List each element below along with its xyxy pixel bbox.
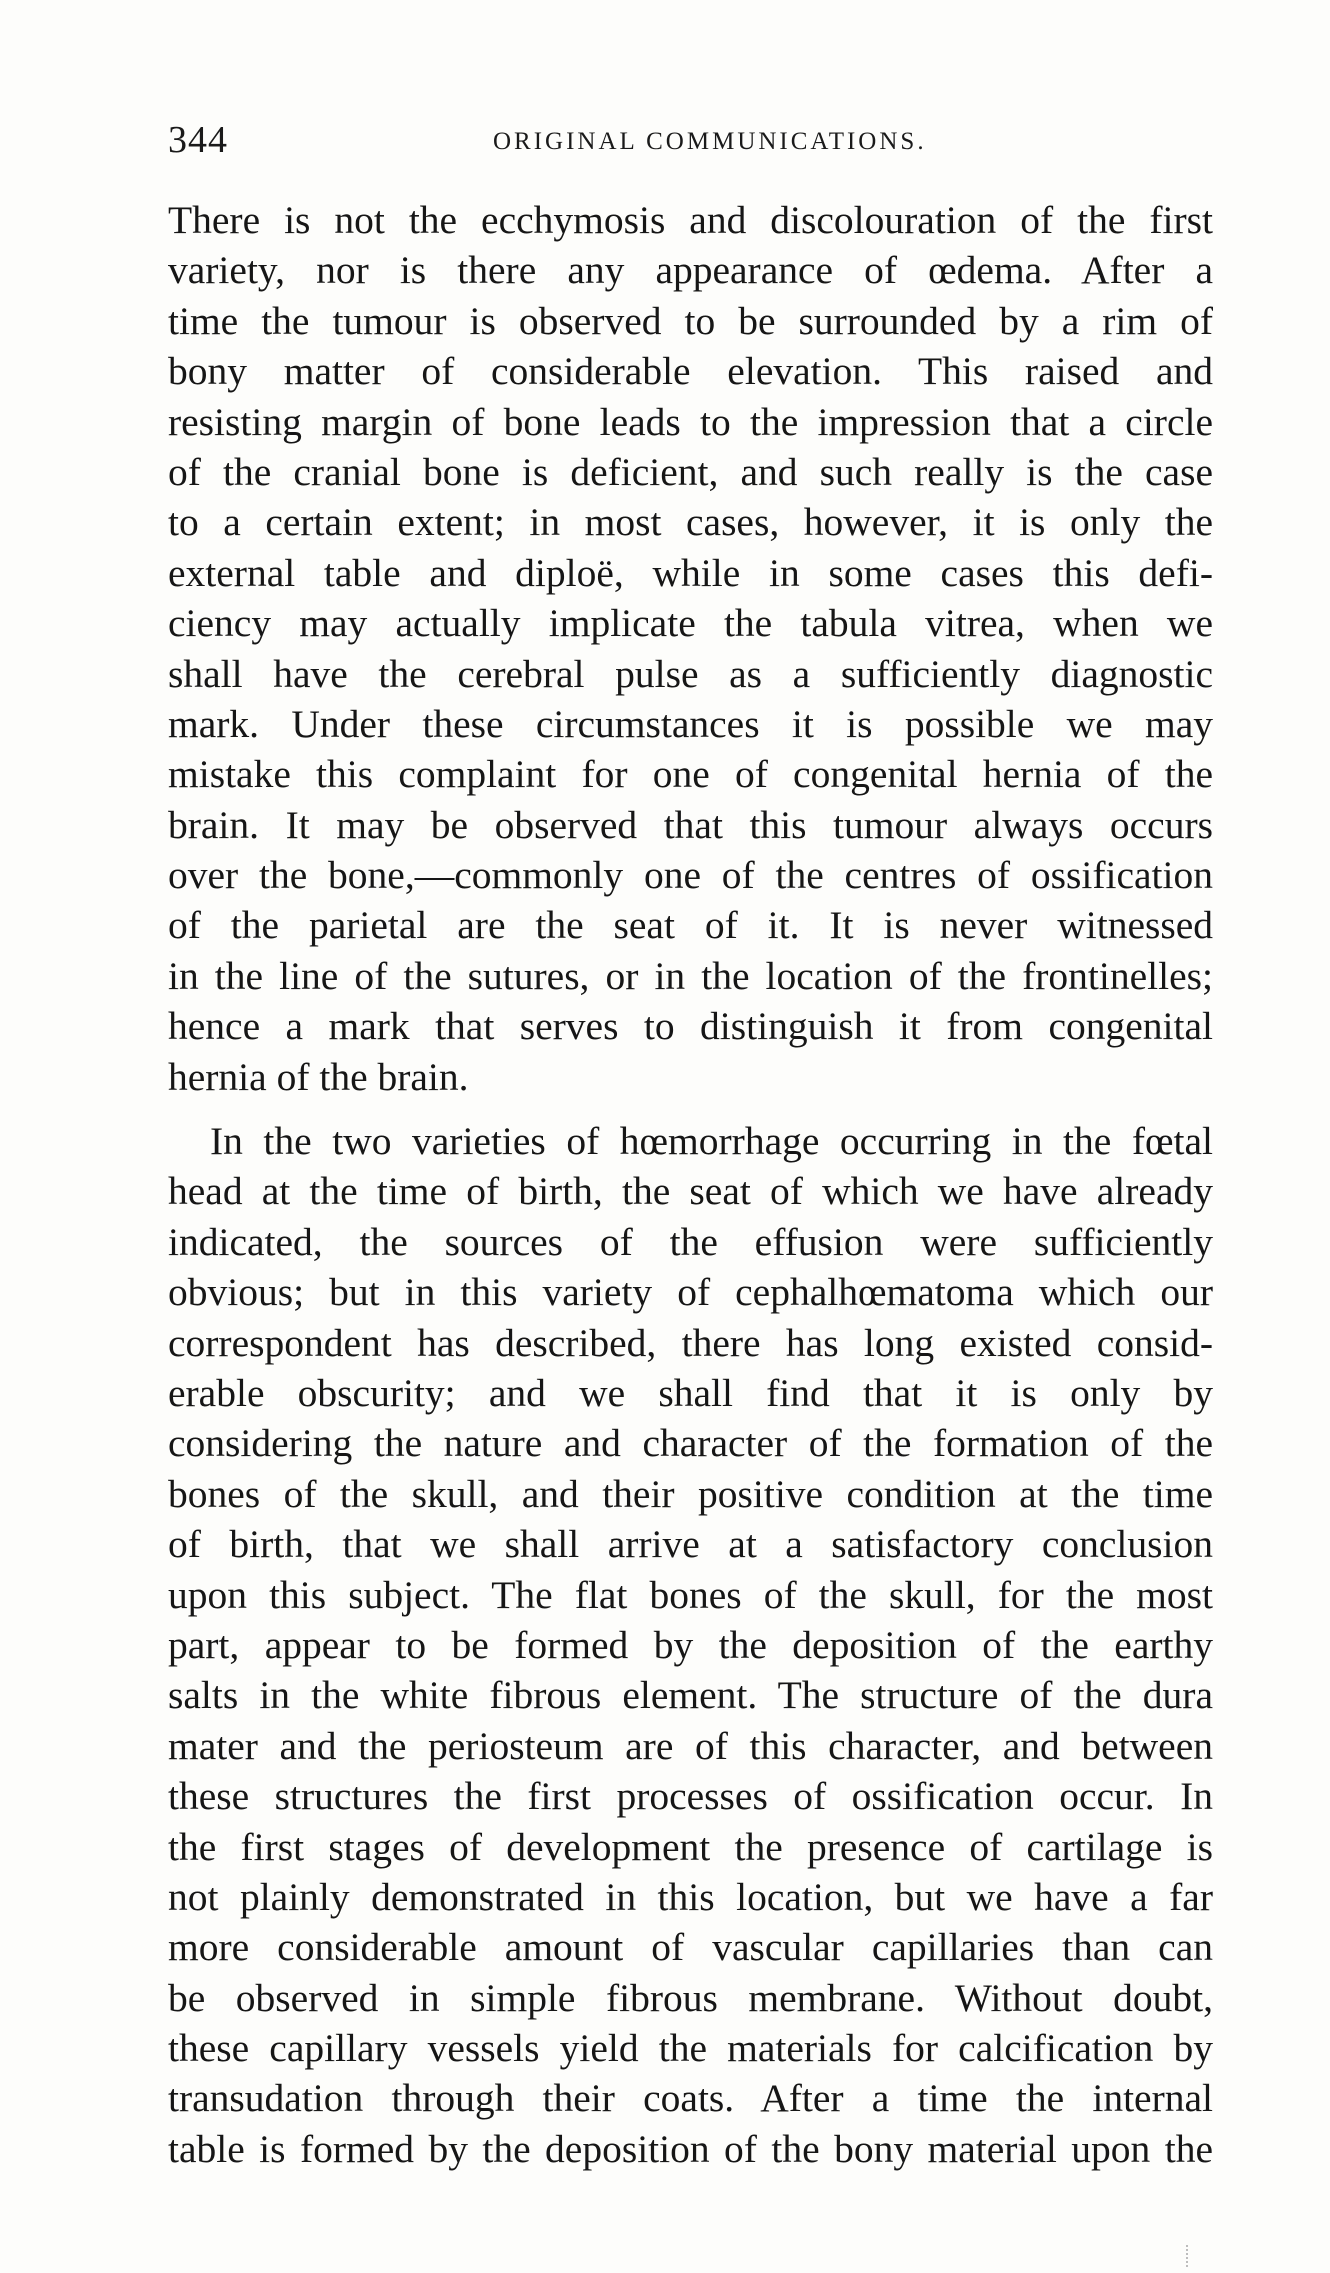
text-line: brain. It may be observed that this tumour always occurs — [168, 802, 1213, 847]
text-line: salts in the white fibrous element. The structure of the dura — [168, 1673, 1213, 1718]
text-line: over the bone,—commonly one of the centres of ossification — [168, 853, 1213, 898]
text-line: hence a mark that serves to distinguish it from congenital — [168, 1004, 1213, 1049]
text-line: not plainly demonstrated in this location, but we have a far — [168, 1874, 1213, 1919]
text-line: indicated, the sources of the effusion were sufficiently — [168, 1219, 1213, 1264]
text-line: in the line of the sutures, or in the location of the frontinelles; — [168, 953, 1213, 998]
page-number: 344 — [168, 119, 228, 161]
text-line: to a certain extent; in most cases, however, it is only the — [168, 500, 1213, 545]
text-line: of birth, that we shall arrive at a satisfactory conclusion — [168, 1522, 1213, 1567]
text-line: obvious; but in this variety of cephalhœmatoma which our — [168, 1270, 1213, 1315]
text-line: these capillary vessels yield the materials for calcification by — [168, 2026, 1213, 2071]
text-line: table is formed by the deposition of the bony material upon the — [168, 2126, 1213, 2171]
body-text — [168, 195, 1213, 2188]
text-line: more considerable amount of vascular capillaries than can — [168, 1925, 1213, 1970]
text-line: correspondent has described, there has long existed consid- — [168, 1320, 1213, 1365]
text-line: part, appear to be formed by the deposition of the earthy — [168, 1622, 1213, 1667]
text-line: external table and diploë, while in some cases this defi- — [168, 550, 1213, 595]
text-line: be observed in simple fibrous membrane. Without doubt, — [168, 1975, 1213, 2020]
text-line: ciency may actually implicate the tabula vitrea, when we — [168, 601, 1213, 646]
text-line: the first stages of development the presence of cartilage is — [168, 1824, 1213, 1869]
section-title: ORIGINAL COMMUNICATIONS. — [493, 128, 927, 155]
text-line: resisting margin of bone leads to the impression that a circle — [168, 399, 1213, 444]
text-line: hernia of the brain. — [168, 1054, 469, 1099]
text-line: variety, nor is there any appearance of œdema. After a — [168, 248, 1213, 293]
paragraph-2 — [168, 1116, 1213, 2174]
text-line: bony matter of considerable elevation. This raised and — [168, 349, 1213, 394]
paragraph-1 — [168, 195, 1213, 1102]
text-line: of the parietal are the seat of it. It is never witnessed — [168, 903, 1213, 948]
text-line: upon this subject. The flat bones of the skull, for the most — [168, 1572, 1213, 1617]
scan-gutter-mark — [1186, 2245, 1190, 2267]
text-line: transudation through their coats. After a time the internal — [168, 2076, 1213, 2121]
text-line: of the cranial bone is deficient, and such really is the case — [168, 449, 1213, 494]
text-line: erable obscurity; and we shall find that it is only by — [168, 1370, 1213, 1415]
text-line: mistake this complaint for one of congenital hernia of the — [168, 752, 1213, 797]
text-line: considering the nature and character of the formation of the — [168, 1421, 1213, 1466]
text-line: head at the time of birth, the seat of which we have already — [168, 1169, 1213, 1214]
text-line: mark. Under these circumstances it is possible we may — [168, 701, 1213, 746]
running-head — [168, 118, 1208, 168]
text-line: these structures the first processes of ossification occur. In — [168, 1774, 1213, 1819]
text-line: In the two varieties of hœmorrhage occurring in the fœtal — [210, 1119, 1213, 1164]
text-line: There is not the ecchymosis and discolouration of the first — [168, 198, 1213, 242]
text-line: time the tumour is observed to be surrounded by a rim of — [168, 298, 1213, 343]
text-line: bones of the skull, and their positive condition at the time — [168, 1471, 1213, 1516]
text-line: mater and the periosteum are of this character, and between — [168, 1723, 1213, 1768]
text-line: shall have the cerebral pulse as a sufficiently diagnostic — [168, 651, 1213, 696]
